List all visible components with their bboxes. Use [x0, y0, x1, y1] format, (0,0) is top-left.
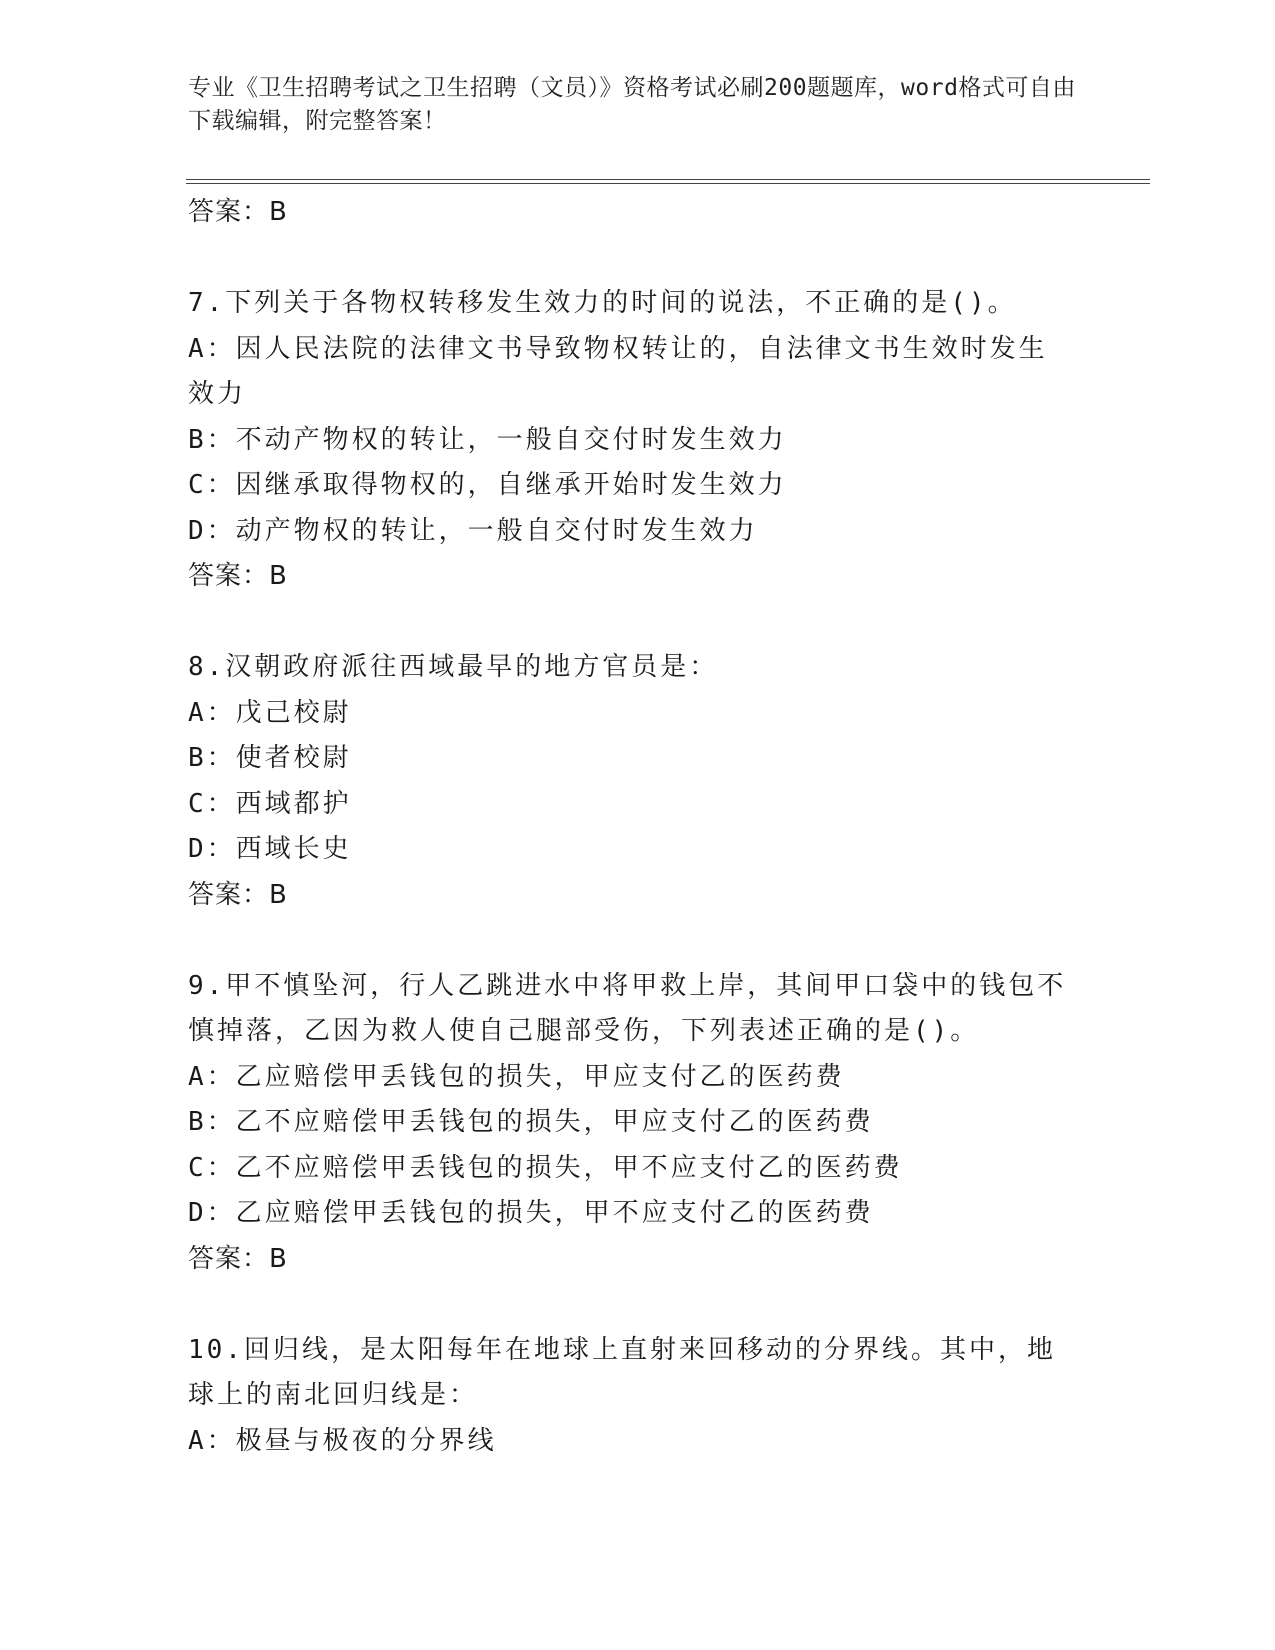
header-rule-top — [186, 179, 1150, 180]
answer-line: 答案：B — [188, 561, 288, 591]
option-a: A：因人民法院的法律文书导致物权转让的，自法律文书生效时发生效力 — [188, 333, 1048, 409]
option-c: C：因继承取得物权的，自继承开始时发生效力 — [188, 470, 787, 500]
option-b: B：乙不应赔偿甲丢钱包的损失，甲应支付乙的医药费 — [188, 1107, 874, 1137]
answer-line: 答案：B — [188, 197, 288, 227]
option-d: D：动产物权的转让，一般自交付时发生效力 — [188, 515, 758, 546]
option-b: B：使者校尉 — [188, 743, 352, 773]
spacer — [188, 918, 1088, 964]
option-c: C：乙不应赔偿甲丢钱包的损失，甲不应支付乙的医药费 — [188, 1152, 903, 1183]
spacer — [188, 600, 1088, 646]
question-stem: 8.汉朝政府派往西域最早的地方官员是： — [188, 652, 719, 682]
question-content — [188, 190, 1088, 1464]
option-a: A：乙应赔偿甲丢钱包的损失，甲应支付乙的医药费 — [188, 1061, 845, 1092]
option-b: B：不动产物权的转让，一般自交付时发生效力 — [188, 424, 787, 455]
spacer — [188, 1282, 1088, 1328]
option-d: D：西域长史 — [188, 834, 352, 864]
spacer — [188, 236, 1088, 282]
page-header: 专业《卫生招聘考试之卫生招聘（文员）》资格考试必刷200题题库，word格式可自由下载编辑，附完整答案！ — [188, 75, 1076, 134]
option-a: A：戊己校尉 — [188, 697, 352, 728]
answer-line: 答案：B — [188, 1243, 288, 1274]
question-stem: 10.回归线，是太阳每年在地球上直射来回移动的分界线。其中，地球上的南北回归线是： — [188, 1334, 1056, 1410]
question-stem: 9.甲不慎坠河，行人乙跳进水中将甲救上岸，其间甲口袋中的钱包不慎掉落，乙因为救人使自己腿部受伤，下列表述正确的是()。 — [188, 970, 1067, 1046]
option-c: C：西域都护 — [188, 788, 352, 819]
header-rule-bottom — [186, 183, 1150, 184]
question-stem: 7.下列关于各物权转移发生效力的时间的说法，不正确的是()。 — [188, 288, 1017, 318]
option-d: D：乙应赔偿甲丢钱包的损失，甲不应支付乙的医药费 — [188, 1198, 874, 1228]
answer-line: 答案：B — [188, 879, 288, 910]
option-a: A：极昼与极夜的分界线 — [188, 1425, 497, 1456]
